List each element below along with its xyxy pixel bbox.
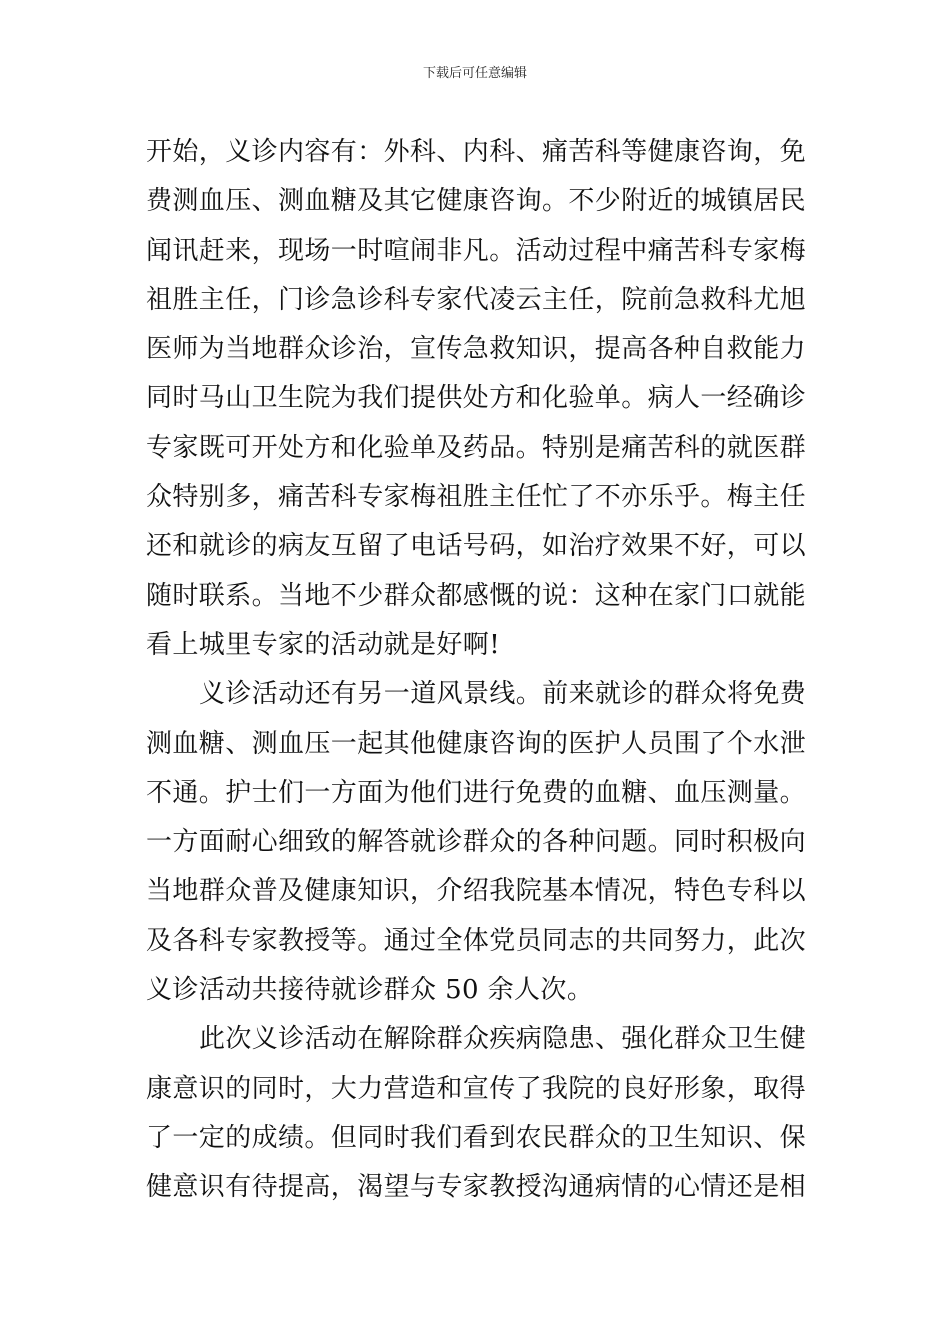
text-line: 随时联系。当地不少群众都感慨的说：这种在家门口就能 [146,580,807,611]
paragraph-1 [146,128,808,670]
text-line: 当地群众普及健康知识，介绍我院基本情况，特色专科以 [146,876,807,907]
body-text [146,128,808,1213]
paragraph-3 [146,1015,808,1212]
page-header: 下载后可任意编辑 [422,66,527,81]
text-line: 看上城里专家的活动就是好啊! [146,629,501,660]
text-line: 众特别多，痛苦科专家梅祖胜主任忙了不亦乐乎。梅主任 [146,482,807,513]
text-line: 闻讯赶来，现场一时喧闹非凡。活动过程中痛苦科专家梅 [146,235,807,266]
text-line-indented: 此次义诊活动在解除群众疾病隐患、强化群众卫生健 [199,1024,807,1055]
text-line-indented: 义诊活动还有另一道风景线。前来就诊的群众将免费 [199,679,807,710]
text-line: 健意识有待提高，渴望与专家教授沟通病情的心情还是相 [146,1172,807,1203]
text-line: 康意识的同时，大力营造和宣传了我院的良好形象，取得 [146,1073,807,1104]
text-line: 不通。护士们一方面为他们进行免费的血糖、血压测量。 [146,777,807,808]
text-line: 祖胜主任，门诊急诊科专家代凌云主任，院前急救科尤旭 [146,284,807,315]
text-line: 开始，义诊内容有：外科、内科、痛苦科等健康咨询，免 [146,137,807,167]
text-line: 测血糖、测血压一起其他健康咨询的医护人员围了个水泄 [146,728,807,759]
text-line: 一方面耐心细致的解答就诊群众的各种问题。同时积极向 [146,827,807,858]
text-line: 同时马山卫生院为我们提供处方和化验单。病人一经确诊 [146,383,807,414]
text-line: 了一定的成绩。但同时我们看到农民群众的卫生知识、保 [146,1122,807,1153]
text-line: 义诊活动共接待就诊群众 50 余人次。 [146,975,594,1006]
text-line: 及各科专家教授等。通过全体党员同志的共同努力，此次 [146,925,807,956]
text-line: 专家既可开处方和化验单及药品。特别是痛苦科的就医群 [146,432,807,463]
text-line: 医师为当地群众诊治，宣传急救知识，提高各种自救能力 [146,334,807,365]
paragraph-2 [146,670,808,1015]
text-line: 还和就诊的病友互留了电话号码，如治疗效果不好，可以 [146,531,807,562]
text-line: 费测血压、测血糖及其它健康咨询。不少附近的城镇居民 [146,186,807,217]
